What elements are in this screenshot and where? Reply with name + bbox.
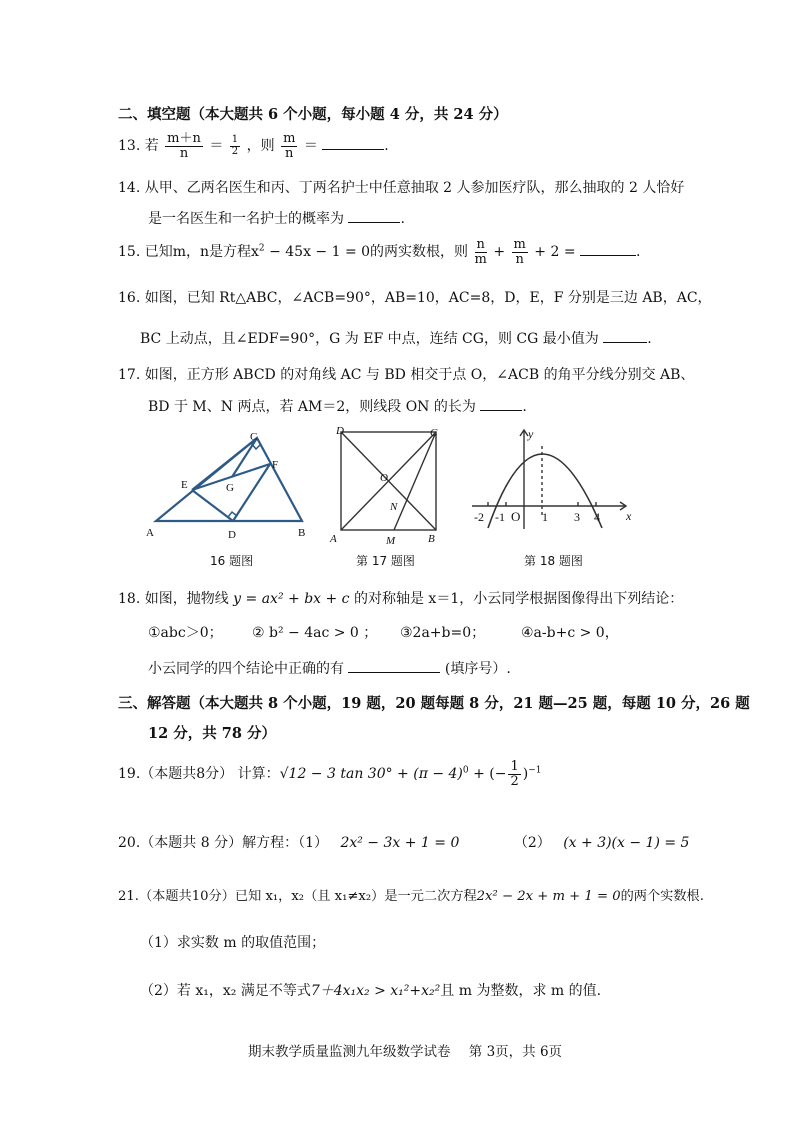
q21-equation: 2x² − 2x + m + 1 = 0: [476, 889, 621, 904]
figure-16-caption: 16 题图: [210, 554, 254, 568]
q15-pre: 已知m，n是方程x: [144, 244, 259, 261]
tick-label-neg1: -1: [495, 510, 505, 524]
q18-post: 的对称轴是 x＝1，小云同学根据图像得出下列结论：: [349, 591, 684, 607]
q13-fraction: $\frac{m+n}{n}$: [167, 131, 201, 161]
q21-text: （本题共10分）已知 x₁，x₂（且 x₁≠x₂）是一元二次方程: [138, 889, 477, 904]
q14-number: 14.: [118, 180, 141, 196]
label-a: A: [330, 533, 337, 545]
bisector-cm: [394, 432, 436, 530]
q20-part-2: （2）: [513, 835, 551, 851]
q21-number: 21.: [118, 889, 139, 904]
q14-line2: 是一名医生和一名护士的概率为: [148, 211, 344, 227]
label-b: B: [298, 527, 306, 539]
label-y: y: [528, 427, 534, 441]
q19-label: （本题共8分） 计算：: [140, 766, 280, 783]
q17-answer-blank[interactable]: [480, 396, 522, 411]
q19-number: 19.: [118, 766, 141, 783]
page-number: 第 3页，共 6页: [468, 1044, 563, 1060]
question-21: [118, 885, 704, 904]
question-16-line2: BC 上动点，且∠EDF=90°，G 为 EF 中点，连结 CG，则 CG 最小值为 .: [140, 328, 652, 348]
q18-conclusion-2: ② b² − 4ac > 0 ；: [252, 625, 378, 641]
label-x: x: [626, 509, 632, 523]
label-m: M: [386, 535, 396, 547]
label-a: A: [146, 527, 154, 539]
q13-ask: $\frac{m}{n}$: [283, 131, 296, 161]
q15-answer-blank[interactable]: [580, 241, 636, 256]
q15-mid: − 45x − 1 = 0的两实数根，则: [264, 244, 469, 261]
q18-conclusion-4: ④a-b+c > 0，: [521, 625, 619, 641]
q14-answer-blank[interactable]: [348, 208, 400, 223]
q13-half: $\frac{1}{2}$: [231, 134, 239, 157]
question-17-line2: BD 于 M、N 两点，若 AM＝2，则线段 ON 的长为 .: [148, 396, 527, 416]
q15-frac1: $\frac{n}{m}$: [474, 237, 487, 267]
q21-inequality: 7＋4x₁x₂ > x₁²+x₂²: [310, 983, 441, 999]
label-f: F: [272, 459, 279, 471]
figure-17-caption: 第 17 题图: [356, 554, 415, 568]
question-14: [118, 177, 684, 197]
q18-number: 18.: [118, 591, 141, 607]
label-c: C: [250, 431, 258, 443]
q20-number: 20.: [118, 835, 141, 851]
question-19: 19.（本题共8分） 计算：√12 − 3 $\tan 30^\circ + (\pi - 4)^0$ + (− $\frac{1}{2}$ )$^{-1}$: [118, 759, 542, 789]
section-2-title: 二、填空题（本大题共 6 个小题，每小题 4 分，共 24 分）: [118, 106, 508, 123]
segment-cg: [232, 438, 257, 477]
q13-answer-blank[interactable]: [322, 135, 384, 150]
q21-part-2-post: 且 m 为整数，求 m 的值.: [440, 983, 602, 999]
q14-line1: 从甲、乙两名医生和丙、丁两名护士中任意抽取 2 人参加医疗队，那么抽取的 2 人恰好: [144, 180, 685, 196]
question-18-line3: [148, 658, 511, 678]
q18-line3-post: (填序号）.: [444, 661, 511, 677]
segment-ce: [192, 438, 257, 490]
q17-number: 17.: [118, 367, 141, 383]
label-g: G: [226, 482, 234, 494]
q13-number: 13.: [118, 138, 141, 155]
q17-line2: BD 于 M、N 两点，若 AM＝2，则线段 ON 的长为: [148, 399, 476, 415]
question-14-line2: 是一名医生和一名护士的概率为 .: [148, 208, 405, 228]
question-17: [118, 364, 694, 384]
tick-label-3: 3: [574, 510, 580, 524]
q19-expr: √12 − 3 tan 30° + (π − 4): [279, 766, 463, 783]
figure-17: [326, 424, 446, 549]
q13-pre: 若: [144, 138, 159, 155]
footer: [248, 1040, 562, 1060]
q18-equation: y = ax² + bx + c: [233, 591, 350, 607]
question-13: 13. 若 $\frac{m+n}{n}$ ＝ $\frac{1}{2}$ ，则 $\frac{m}{n}$ ＝ .: [118, 131, 389, 161]
q15-number: 15.: [118, 244, 141, 261]
q16-line1: 如图，已知 Rt△ABC，∠ACB=90°，AB=10，AC=8，D，E，F 分别是三边 AB，AC，: [144, 290, 712, 306]
q18-pre: 如图，抛物线: [144, 591, 234, 607]
q16-line2: BC 上动点，且∠EDF=90°，G 为 EF 中点，连结 CG，则 CG 最小值为: [140, 331, 599, 347]
figure-16: [140, 428, 315, 548]
question-20: [118, 832, 689, 852]
label-o: O: [380, 472, 388, 484]
q20-label: （本题共 8 分）解方程：（1）: [140, 835, 328, 851]
q21-part-2-pre: （2）若 x₁，x₂ 满足不等式: [140, 983, 311, 999]
q21-part-2: [140, 980, 601, 1000]
q15-frac2: $\frac{m}{n}$: [513, 237, 526, 267]
label-b: B: [428, 533, 435, 545]
segment-ed: [192, 490, 233, 521]
section-3-title: 三、解答题（本大题共 8 个小题，19 题，20 题每题 8 分，21 题—25 题，每题 10 分，26 题: [118, 695, 750, 712]
q20-equation-1: 2x² − 3x + 1 = 0: [340, 835, 460, 851]
q16-number: 16.: [118, 290, 141, 306]
q13-mid: ，则: [246, 138, 275, 155]
label-e: E: [181, 479, 188, 491]
label-n: N: [390, 501, 398, 513]
q21-part-1: （1）求实数 m 的取值范围；: [140, 935, 326, 951]
q18-conclusion-3: ③2a+b=0；: [400, 625, 486, 641]
label-c: C: [430, 427, 438, 439]
footer-title: 期末教学质量监测九年级数学试卷: [248, 1044, 451, 1060]
tick-label-1: 1: [542, 510, 548, 524]
question-16: [118, 287, 712, 307]
q21-text-post: 的两个实数根.: [620, 889, 704, 904]
q18-answer-blank[interactable]: [348, 658, 440, 673]
q20-equation-2: (x + 3)(x − 1) = 5: [563, 835, 690, 851]
tick-label-4: 4: [594, 510, 600, 524]
section-3-title-line2: 12 分，共 78 分）: [148, 725, 277, 742]
question-15: 15. 已知m，n是方程$x^2 - 45x - 1 = 0$的两实数根，则 $\frac{n}{m}$ + $\frac{m}{n}$ + 2 = .: [118, 237, 641, 267]
q13-post: ＝: [303, 138, 318, 155]
q18-line3: 小云同学的四个结论中正确的有: [148, 661, 344, 677]
q13-eq: ＝: [209, 138, 224, 155]
label-d: D: [336, 425, 344, 437]
segment-df: [233, 464, 270, 521]
q17-line1: 如图，正方形 ABCD 的对角线 AC 与 BD 相交于点 O，∠ACB 的角平分线分别交 AB、: [144, 367, 695, 383]
figure-18: [466, 424, 641, 534]
triangle-abc: [156, 438, 302, 521]
tick-label-neg2: -2: [474, 510, 484, 524]
origin-label: O: [511, 509, 521, 524]
label-d: D: [228, 529, 236, 541]
q19-frac: $\frac{1}{2}$: [510, 759, 519, 789]
question-18: [118, 588, 683, 608]
figure-18-caption: 第 18 题图: [524, 554, 583, 568]
q16-answer-blank[interactable]: [603, 328, 647, 343]
q18-conclusion-1: ①abc＞0；: [148, 625, 223, 641]
